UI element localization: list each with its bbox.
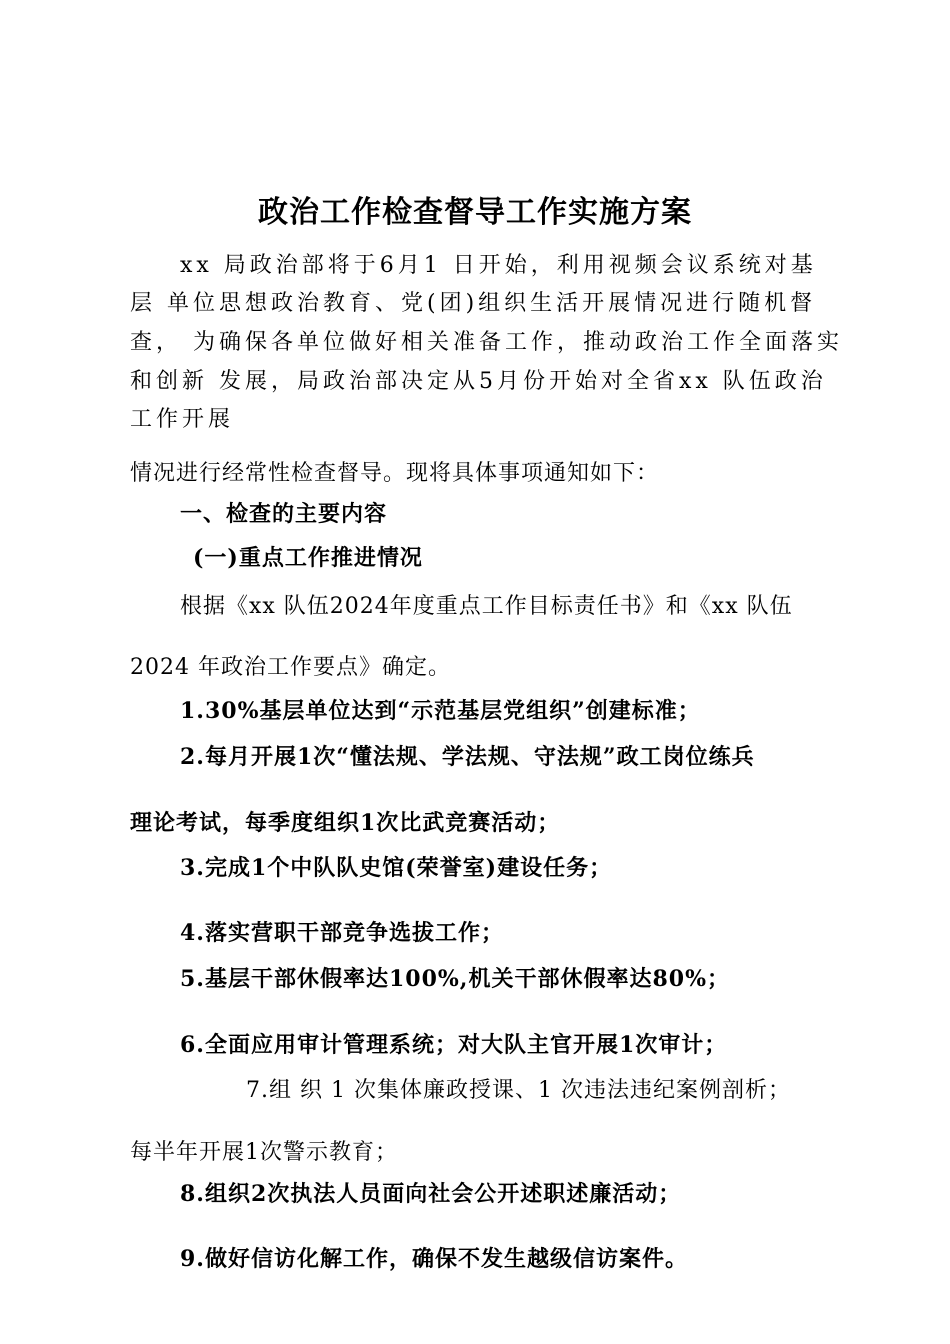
section-heading: 一、检查的主要内容 (180, 502, 388, 527)
intro-line-1: xx 局政治部将于6月1 日开始，利用视频会议系统对基 (180, 253, 817, 278)
subsection-heading: (一)重点工作推进情况 (193, 545, 423, 571)
intro-line-5: 工作开展 (130, 407, 235, 432)
intro-line-3: 查， 为确保各单位做好相关准备工作，推动政治工作全面落实 (130, 330, 843, 355)
basis-line-1: 根据《xx 队伍2024年度重点工作目标责任书》和《xx 队伍 (180, 594, 793, 619)
intro-line-4: 和创新 发展，局政治部决定从5月份开始对全省xx 队伍政治 (130, 369, 827, 394)
item-2: 2.每月开展1次“懂法规、学法规、守法规”政工岗位练兵 (180, 744, 755, 770)
item-5: 5.基层干部休假率达100%,机关干部休假率达80%； (180, 966, 730, 992)
intro-line-2: 层 单位思想政治教育、党(团)组织生活开展情况进行随机督 (130, 291, 817, 316)
basis-line-2: 2024 年政治工作要点》确定。 (130, 655, 451, 680)
item-8: 8.组织2次执法人员面向社会公开述职述廉活动； (180, 1181, 682, 1207)
item-7: 7.组 织 1 次集体廉政授课、1 次违法违纪案例剖析； (246, 1078, 791, 1103)
item-9: 9.做好信访化解工作，确保不发生越级信访案件。 (180, 1246, 688, 1272)
item-3: 3.完成1个中队队史馆(荣誉室)建设任务； (180, 855, 613, 881)
document-title: 政治工作检查督导工作实施方案 (258, 195, 692, 230)
item-7-continued: 每半年开展1次警示教育； (130, 1140, 398, 1165)
intro-line-6: 情况进行经常性检查督导。现将具体事项通知如下： (130, 461, 660, 486)
item-6: 6.全面应用审计管理系统；对大队主官开展1次审计； (180, 1032, 728, 1058)
item-2-continued: 理论考试，每季度组织1次比武竞赛活动； (130, 810, 561, 836)
item-1: 1.30%基层单位达到“示范基层党组织”创建标准； (180, 698, 701, 724)
item-4: 4.落实营职干部竞争选拔工作； (180, 920, 504, 946)
